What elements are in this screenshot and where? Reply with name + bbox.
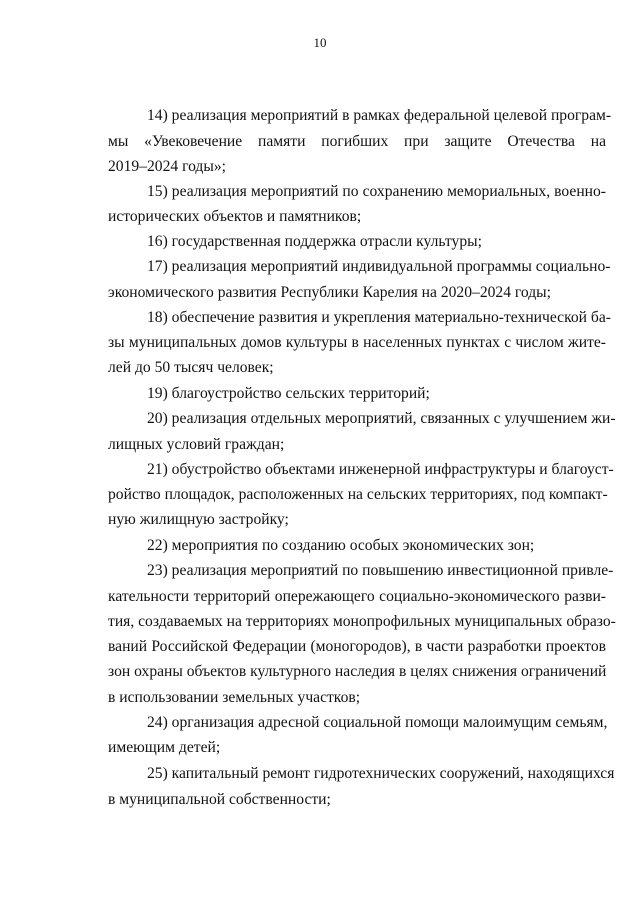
list-item-line: лей до 50 тысяч человек;	[108, 359, 274, 376]
list-item-line: лищных условий граждан;	[108, 436, 285, 453]
list-item-first-line: 23) реализация мероприятий по повышению инвестиционной привле-	[147, 562, 614, 579]
list-item-first-line: 21) обустройство объектами инженерной инфраструктуры и благоуст-	[147, 461, 614, 478]
list-item-line: ройство площадок, расположенных на сельских территориях, под компакт-	[108, 486, 608, 503]
list-item-line: ную жилищную застройку;	[108, 511, 289, 528]
list-item-first-line: 20) реализация отдельных мероприятий, связанных с улучшением жи-	[147, 410, 616, 427]
list-item-first-line: 15) реализация мероприятий по сохранению мемориальных, военно-	[147, 183, 606, 200]
list-item-first-line: 17) реализация мероприятий индивидуальной программы социально-	[147, 258, 611, 275]
list-item-line: зы муниципальных домов культуры в населенных пунктах с числом жите-	[108, 334, 606, 351]
list-item-line: имеющим детей;	[108, 739, 221, 756]
list-item-line: мы «Увековечение памяти погибших при защите Отечества на	[108, 133, 606, 150]
list-item-line: в муниципальной собственности;	[108, 791, 331, 808]
list-item-line: 2019–2024 годы»;	[108, 158, 226, 175]
list-item-line: тия, создаваемых на территориях монопрофильных муниципальных образо-	[108, 613, 616, 630]
list-item-first-line: 19) благоустройство сельских территорий;	[147, 385, 430, 402]
list-item-first-line: 22) мероприятия по созданию особых экономических зон;	[147, 537, 535, 554]
list-item-line: кательности территорий опережающего социально-экономического разви-	[108, 588, 606, 605]
list-item-line: исторических объектов и памятников;	[108, 208, 362, 225]
page-number: 10	[313, 35, 327, 50]
list-item-first-line: 25) капитальный ремонт гидротехнических сооружений, находящихся	[147, 765, 615, 782]
list-item-line: ваний Российской Федерации (моногородов), в части разработки проектов	[108, 638, 606, 655]
list-item-first-line: 24) организация адресной социальной помощи малоимущим семьям,	[147, 714, 608, 731]
list-item-line: экономического развития Республики Карелия на 2020–2024 годы;	[108, 284, 551, 301]
list-item-line: зон охраны объектов культурного наследия в целях снижения ограничений	[108, 663, 607, 680]
list-item-first-line: 18) обеспечение развития и укрепления материально-технической ба-	[147, 309, 611, 326]
list-item-line: в использовании земельных участков;	[108, 689, 361, 706]
list-item-first-line: 14) реализация мероприятий в рамках федеральной целевой програм-	[147, 107, 612, 124]
list-item-first-line: 16) государственная поддержка отрасли культуры;	[147, 233, 482, 250]
